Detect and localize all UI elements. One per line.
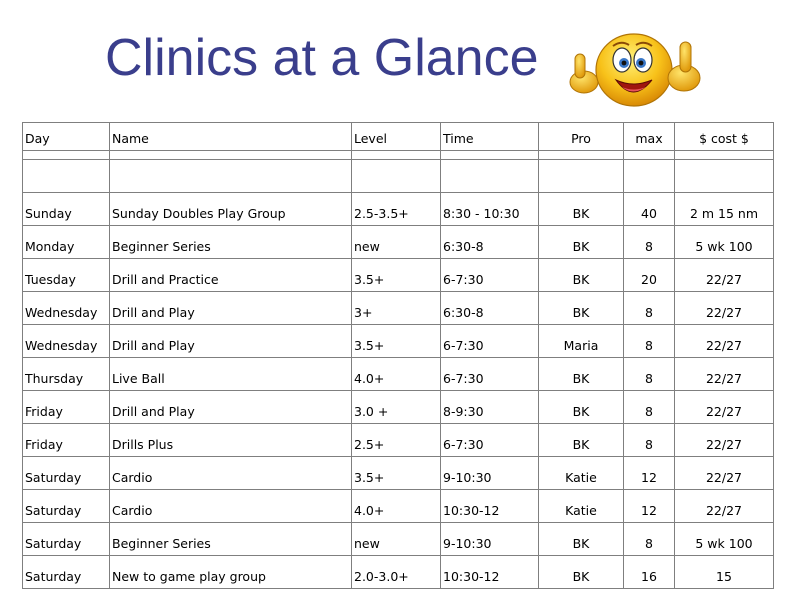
cell-level: 3.5+ <box>352 457 441 490</box>
spacer-row <box>23 151 774 160</box>
cell-pro: BK <box>539 424 624 457</box>
cell-level: 2.5+ <box>352 424 441 457</box>
table-row <box>23 193 774 226</box>
table-row <box>23 325 774 358</box>
cell-name: Cardio <box>110 457 352 490</box>
cell-day: Friday <box>23 391 110 424</box>
cell-pro: BK <box>539 523 624 556</box>
cell-day: Thursday <box>23 358 110 391</box>
cell-max: 12 <box>624 490 675 523</box>
header-max: max <box>624 123 675 151</box>
cell-pro: Maria <box>539 325 624 358</box>
table-row <box>23 424 774 457</box>
header-day: Day <box>23 123 110 151</box>
cell-max: 8 <box>624 226 675 259</box>
cell-name: Live Ball <box>110 358 352 391</box>
cell-name: Beginner Series <box>110 226 352 259</box>
cell-day: Friday <box>23 424 110 457</box>
table-row <box>23 226 774 259</box>
cell-name: Beginner Series <box>110 523 352 556</box>
cell-time: 10:30-12 <box>441 490 539 523</box>
cell-time: 6:30-8 <box>441 292 539 325</box>
cell-max: 8 <box>624 424 675 457</box>
cell-pro: BK <box>539 292 624 325</box>
cell-cost: 22/27 <box>675 391 774 424</box>
thumbs-up-smiley-icon <box>566 20 706 110</box>
cell-name: Drill and Play <box>110 325 352 358</box>
cell-day: Wednesday <box>23 292 110 325</box>
cell-time: 9-10:30 <box>441 457 539 490</box>
cell-cost: 15 <box>675 556 774 589</box>
cell-max: 8 <box>624 325 675 358</box>
table-row <box>23 391 774 424</box>
table-row <box>23 259 774 292</box>
cell-time: 8:30 - 10:30 <box>441 193 539 226</box>
cell-day: Sunday <box>23 193 110 226</box>
cell-pro: BK <box>539 226 624 259</box>
cell-name: New to game play group <box>110 556 352 589</box>
cell-name: Cardio <box>110 490 352 523</box>
cell-name: Drill and Play <box>110 391 352 424</box>
cell-cost: 22/27 <box>675 457 774 490</box>
cell-cost: 22/27 <box>675 259 774 292</box>
cell-day: Saturday <box>23 556 110 589</box>
cell-level: 2.0-3.0+ <box>352 556 441 589</box>
cell-name: Drill and Play <box>110 292 352 325</box>
cell-time: 6-7:30 <box>441 259 539 292</box>
table-row <box>23 523 774 556</box>
cell-name: Sunday Doubles Play Group <box>110 193 352 226</box>
cell-level: 3.5+ <box>352 325 441 358</box>
cell-max: 40 <box>624 193 675 226</box>
cell-time: 9-10:30 <box>441 523 539 556</box>
cell-level: new <box>352 523 441 556</box>
cell-level: 2.5-3.5+ <box>352 193 441 226</box>
cell-pro: Katie <box>539 490 624 523</box>
cell-pro: BK <box>539 259 624 292</box>
cell-max: 8 <box>624 391 675 424</box>
cell-max: 20 <box>624 259 675 292</box>
cell-cost: 22/27 <box>675 292 774 325</box>
cell-pro: BK <box>539 193 624 226</box>
cell-level: 4.0+ <box>352 490 441 523</box>
table-row <box>23 556 774 589</box>
cell-pro: BK <box>539 391 624 424</box>
cell-time: 6:30-8 <box>441 226 539 259</box>
cell-level: 3+ <box>352 292 441 325</box>
cell-time: 6-7:30 <box>441 424 539 457</box>
cell-max: 8 <box>624 358 675 391</box>
cell-max: 8 <box>624 523 675 556</box>
cell-day: Tuesday <box>23 259 110 292</box>
cell-level: 3.0 + <box>352 391 441 424</box>
cell-max: 16 <box>624 556 675 589</box>
cell-max: 12 <box>624 457 675 490</box>
cell-time: 10:30-12 <box>441 556 539 589</box>
table-row <box>23 490 774 523</box>
header-pro: Pro <box>539 123 624 151</box>
cell-cost: 5 wk 100 <box>675 226 774 259</box>
table-row <box>23 457 774 490</box>
cell-cost: 22/27 <box>675 490 774 523</box>
cell-level: new <box>352 226 441 259</box>
clinics-table <box>22 122 774 589</box>
header-level: Level <box>352 123 441 151</box>
cell-cost: 22/27 <box>675 424 774 457</box>
cell-day: Saturday <box>23 523 110 556</box>
cell-day: Wednesday <box>23 325 110 358</box>
cell-level: 3.5+ <box>352 259 441 292</box>
table-row <box>23 292 774 325</box>
cell-cost: 2 m 15 nm <box>675 193 774 226</box>
header-name: Name <box>110 123 352 151</box>
cell-pro: Katie <box>539 457 624 490</box>
cell-name: Drill and Practice <box>110 259 352 292</box>
cell-day: Saturday <box>23 457 110 490</box>
cell-name: Drills Plus <box>110 424 352 457</box>
cell-pro: BK <box>539 358 624 391</box>
table-header-row <box>23 123 774 151</box>
cell-day: Monday <box>23 226 110 259</box>
cell-level: 4.0+ <box>352 358 441 391</box>
table-row <box>23 358 774 391</box>
cell-cost: 22/27 <box>675 325 774 358</box>
cell-day: Saturday <box>23 490 110 523</box>
cell-max: 8 <box>624 292 675 325</box>
header-cost: $ cost $ <box>675 123 774 151</box>
cell-cost: 22/27 <box>675 358 774 391</box>
cell-cost: 5 wk 100 <box>675 523 774 556</box>
cell-time: 6-7:30 <box>441 325 539 358</box>
cell-pro: BK <box>539 556 624 589</box>
page-title: Clinics at a Glance <box>105 29 539 87</box>
header-time: Time <box>441 123 539 151</box>
cell-time: 6-7:30 <box>441 358 539 391</box>
cell-time: 8-9:30 <box>441 391 539 424</box>
empty-row <box>23 160 774 193</box>
